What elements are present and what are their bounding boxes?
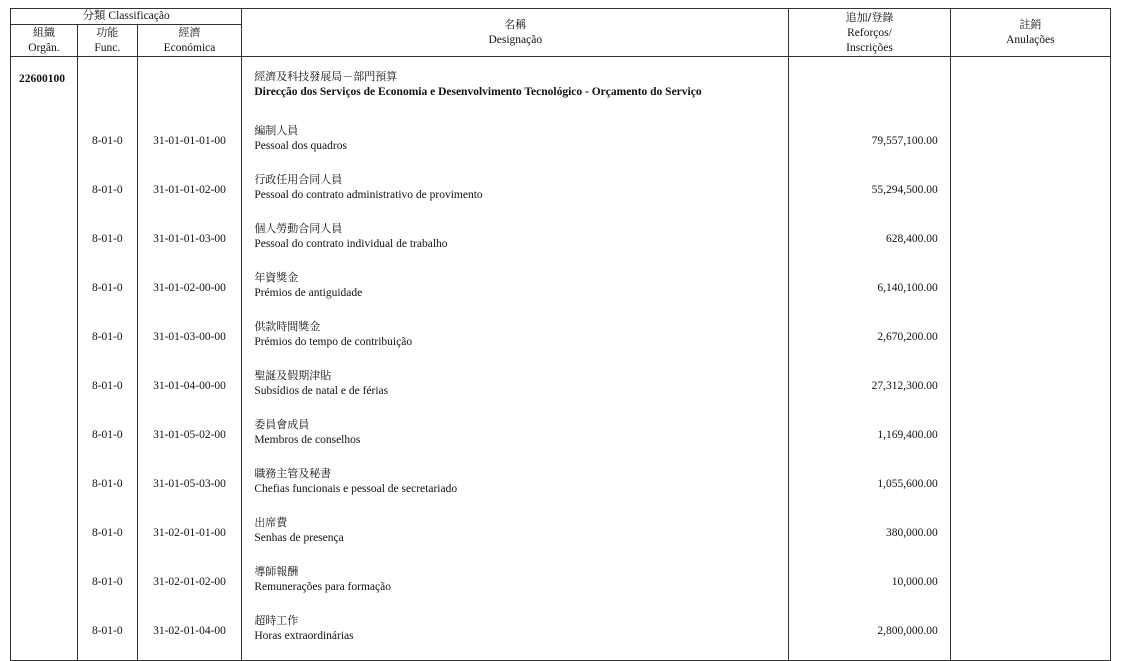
organ-cell xyxy=(11,513,78,562)
func-code: 8-01-0 xyxy=(77,562,137,611)
econ-code: 31-01-02-00-00 xyxy=(137,268,242,317)
table-row xyxy=(11,317,1111,366)
econ-code: 31-01-03-00-00 xyxy=(137,317,242,366)
empty-cell xyxy=(137,57,242,122)
designation-cell xyxy=(242,219,789,268)
designation-cn: 個人勞動合同人員 xyxy=(254,222,343,235)
reforcos-cn: 追加/登錄 xyxy=(845,10,894,24)
organ-cell xyxy=(11,219,78,268)
table-row xyxy=(11,464,1111,513)
amount-cell: 6,140,100.00 xyxy=(789,268,950,317)
organ-cell xyxy=(11,317,78,366)
table-row xyxy=(11,366,1111,415)
designation-cn: 超時工作 xyxy=(254,614,299,627)
amount-cell: 628,400.00 xyxy=(789,219,950,268)
anulacoes-pt: Anulações xyxy=(1006,34,1055,46)
designation-cell xyxy=(242,611,789,661)
func-code: 8-01-0 xyxy=(77,464,137,513)
func-code: 8-01-0 xyxy=(77,268,137,317)
classification-header: 分類 Classificação xyxy=(11,9,242,25)
organ-header xyxy=(11,25,78,57)
func-code: 8-01-0 xyxy=(77,366,137,415)
department-row xyxy=(11,57,1111,122)
designation-pt: Membros de conselhos xyxy=(254,434,361,446)
anulacoes-cell xyxy=(950,562,1110,611)
table-row xyxy=(11,513,1111,562)
organ-cell xyxy=(11,121,78,170)
organ-cell xyxy=(11,415,78,464)
designation-pt: Prémios do tempo de contribuição xyxy=(254,336,413,348)
anulacoes-cell xyxy=(950,219,1110,268)
amount-cell: 79,557,100.00 xyxy=(789,121,950,170)
econ-code: 31-01-01-03-00 xyxy=(137,219,242,268)
reforcos-header xyxy=(789,9,950,57)
econ-pt: Económica xyxy=(163,42,216,54)
organ-cn: 組織 xyxy=(32,26,55,39)
designation-pt: Horas extraordinárias xyxy=(254,630,354,642)
table-row xyxy=(11,562,1111,611)
func-code: 8-01-0 xyxy=(77,170,137,219)
designation-cell xyxy=(242,513,789,562)
func-code: 8-01-0 xyxy=(77,317,137,366)
designation-cell xyxy=(242,415,789,464)
anulacoes-cell xyxy=(950,121,1110,170)
designation-cn: 年資獎金 xyxy=(254,271,299,284)
designation-pt: Senhas de presença xyxy=(254,532,344,544)
econ-code: 31-01-01-01-00 xyxy=(137,121,242,170)
designation-pt: Designação xyxy=(488,34,543,46)
econ-cn: 經濟 xyxy=(178,26,201,39)
designation-cell xyxy=(242,121,789,170)
func-code: 8-01-0 xyxy=(77,121,137,170)
designation-cn: 行政任用合同人員 xyxy=(254,173,343,186)
anulacoes-cell xyxy=(950,268,1110,317)
table-row xyxy=(11,415,1111,464)
organ-cell xyxy=(11,268,78,317)
table-row xyxy=(11,268,1111,317)
empty-cell xyxy=(789,57,950,122)
amount-cell: 27,312,300.00 xyxy=(789,366,950,415)
designation-cn: 出席費 xyxy=(254,516,288,529)
anulacoes-header xyxy=(950,9,1110,57)
econ-code: 31-02-01-01-00 xyxy=(137,513,242,562)
designation-cn: 職務主管及秘書 xyxy=(254,467,332,480)
designation-cell xyxy=(242,170,789,219)
anulacoes-cell xyxy=(950,464,1110,513)
anulacoes-cell xyxy=(950,366,1110,415)
designation-pt: Pessoal do contrato administrativo de provimento xyxy=(254,189,483,201)
designation-cn: 供款時間獎金 xyxy=(254,320,321,333)
department-name-pt: Direcção dos Serviços de Economia e Desenvolvimento Tecnológico - Orçamento do Serviço xyxy=(254,86,702,98)
func-pt: Func. xyxy=(94,42,121,54)
anulacoes-cell xyxy=(950,513,1110,562)
anulacoes-cn: 註銷 xyxy=(1019,18,1042,31)
designation-pt: Chefias funcionais e pessoal de secretariado xyxy=(254,483,458,495)
table-row xyxy=(11,611,1111,661)
designation-cn: 導師報酬 xyxy=(254,565,299,578)
designation-cell xyxy=(242,268,789,317)
amount-cell: 380,000.00 xyxy=(789,513,950,562)
amount-cell: 1,055,600.00 xyxy=(789,464,950,513)
func-cn: 功能 xyxy=(96,26,119,39)
designation-cn: 委員會成員 xyxy=(254,418,310,431)
econ-code: 31-02-01-02-00 xyxy=(137,562,242,611)
reforcos-pt2: Inscrições xyxy=(846,41,893,54)
table-row xyxy=(11,121,1111,170)
econ-code: 31-01-01-02-00 xyxy=(137,170,242,219)
empty-cell xyxy=(950,57,1110,122)
econ-header xyxy=(137,25,242,57)
econ-code: 31-02-01-04-00 xyxy=(137,611,242,661)
anulacoes-cell xyxy=(950,415,1110,464)
designation-pt: Remunerações para formação xyxy=(254,581,391,593)
designation-pt: Prémios de antiguidade xyxy=(254,287,363,299)
designation-cell xyxy=(242,366,789,415)
designation-cn: 編制人員 xyxy=(254,124,299,137)
empty-cell xyxy=(77,57,137,122)
econ-code: 31-01-05-03-00 xyxy=(137,464,242,513)
econ-code: 31-01-05-02-00 xyxy=(137,415,242,464)
organ-pt: Orgân. xyxy=(28,42,60,54)
department-name-cn: 經濟及科技發展局－部門預算 xyxy=(254,70,398,83)
department-code: 22600100 xyxy=(11,57,78,122)
reforcos-pt1: Reforços/ xyxy=(847,26,892,39)
func-code: 8-01-0 xyxy=(77,611,137,661)
organ-cell xyxy=(11,562,78,611)
anulacoes-cell xyxy=(950,170,1110,219)
designation-pt: Subsídios de natal e de férias xyxy=(254,385,389,397)
econ-code: 31-01-04-00-00 xyxy=(137,366,242,415)
designation-cell xyxy=(242,464,789,513)
designation-cell xyxy=(242,562,789,611)
amount-cell: 1,169,400.00 xyxy=(789,415,950,464)
func-code: 8-01-0 xyxy=(77,415,137,464)
designation-header xyxy=(242,9,789,57)
table-row xyxy=(11,219,1111,268)
func-code: 8-01-0 xyxy=(77,513,137,562)
func-code: 8-01-0 xyxy=(77,219,137,268)
budget-table xyxy=(10,8,1111,661)
table-row xyxy=(11,170,1111,219)
designation-cell xyxy=(242,317,789,366)
organ-cell xyxy=(11,464,78,513)
department-name xyxy=(242,57,789,122)
amount-cell: 55,294,500.00 xyxy=(789,170,950,219)
designation-cn: 聖誕及假期津貼 xyxy=(254,369,332,382)
organ-cell xyxy=(11,170,78,219)
amount-cell: 2,800,000.00 xyxy=(789,611,950,661)
amount-cell: 2,670,200.00 xyxy=(789,317,950,366)
designation-cn: 名稱 xyxy=(504,18,527,31)
amount-cell: 10,000.00 xyxy=(789,562,950,611)
organ-cell xyxy=(11,611,78,661)
designation-pt: Pessoal do contrato individual de trabalho xyxy=(254,238,448,250)
organ-cell xyxy=(11,366,78,415)
anulacoes-cell xyxy=(950,611,1110,661)
designation-pt: Pessoal dos quadros xyxy=(254,140,347,152)
func-header xyxy=(77,25,137,57)
anulacoes-cell xyxy=(950,317,1110,366)
